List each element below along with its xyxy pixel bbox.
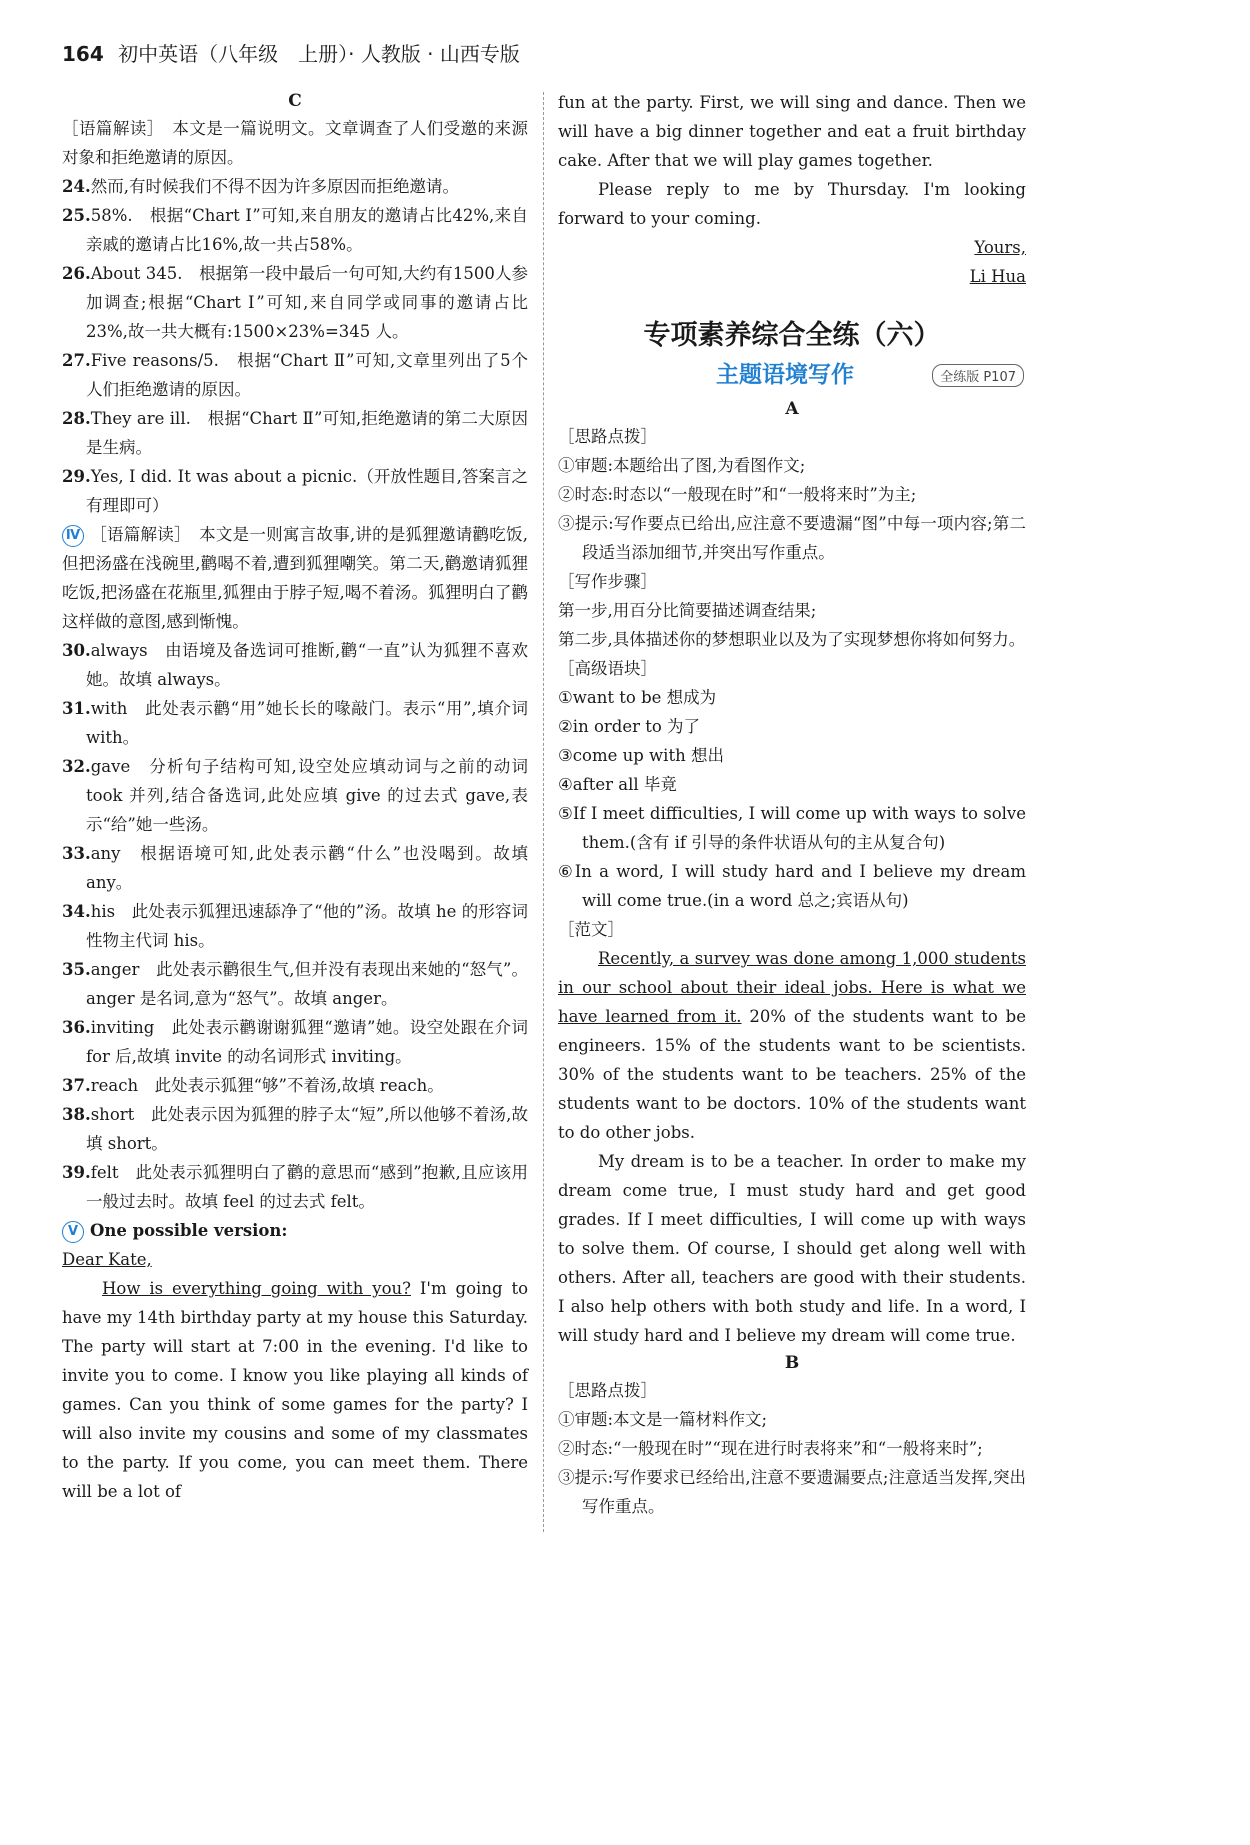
step-line: 第一步,用百分比简要描述调查结果; xyxy=(558,601,817,620)
item-text: gave 分析句子结构可知,设空处应填动词与之前的动词 took 并列,结合备选词,此处应填 give 的过去式 gave,表示“给”她一些汤。 xyxy=(86,757,528,834)
right-column xyxy=(558,88,1026,1521)
answer-item xyxy=(62,1158,528,1216)
answer-item xyxy=(62,694,528,752)
part-a-heading: A xyxy=(785,399,799,419)
item-text: They are ill. 根据“Chart Ⅱ”可知,拒绝邀请的第二大原因是生病。 xyxy=(86,409,528,457)
item-number: 30. xyxy=(62,641,91,660)
tip-line: ③提示:写作要点已给出,应注意不要遗漏“图”中每一项内容;第二段适当添加细节,并突出写作重点。 xyxy=(558,514,1026,562)
answer-item xyxy=(62,1100,528,1158)
section-iv-intro: ［语篇解读］ 本文是一则寓言故事,讲的是狐狸邀请鹳吃饭,但把汤盛在浅碗里,鹳喝不着,遭到狐狸嘲笑。第二天,鹳邀请狐狸吃饭,把汤盛在花瓶里,狐狸由于脖子短,喝不着汤。狐狸明白了鹳这样做的意图,感到惭愧。 xyxy=(62,525,528,631)
step-line: 第二步,具体描述你的梦想职业以及为了实现梦想你将如何努力。 xyxy=(558,630,1026,649)
column-divider xyxy=(543,92,544,1532)
answer-item xyxy=(62,752,528,839)
tip-line: ①审题:本题给出了图,为看图作文; xyxy=(558,456,806,475)
answer-item xyxy=(62,897,528,955)
answer-item xyxy=(62,201,528,259)
tip-line: ②时态:“一般现在时”“现在进行时表将来”和“一般将来时”; xyxy=(558,1439,983,1458)
model-essay-p1: 20% of the students want to be engineers. 15% of the students want to be scientists. 30% of the students want to be teachers. 25% of the students want to be doctors. 10% of the students want to do other jobs. xyxy=(558,1007,1026,1142)
phrase-line: ⑤If I meet difficulties, I will come up with ways to solve them.(含有 if 引导的条件状语从句的主从复合句) xyxy=(558,804,1026,852)
answer-item xyxy=(62,1013,528,1071)
section-title: 专项素养综合全练（六） xyxy=(643,320,941,351)
answer-item xyxy=(62,462,528,520)
answer-item xyxy=(62,259,528,346)
item-text: anger 此处表示鹳很生气,但并没有表现出来她的“怒气”。anger 是名词,意为“怒气”。故填 anger。 xyxy=(86,960,528,1008)
part-b-heading: B xyxy=(784,1353,800,1373)
roman-badge-v: Ⅴ xyxy=(62,1221,84,1243)
item-text: felt 此处表示狐狸明白了鹳的意思而“感到”抱歉,且应该用一般过去时。故填 feel 的过去式 felt。 xyxy=(86,1163,528,1211)
part-b-tips xyxy=(558,1405,1026,1521)
item-text: 58%. 根据“Chart Ⅰ”可知,来自朋友的邀请占比42%,来自亲戚的邀请占比16%,故一共占58%。 xyxy=(86,206,528,254)
item-text: 然而,有时候我们不得不因为许多原因而拒绝邀请。 xyxy=(90,177,459,196)
item-text: any 根据语境可知,此处表示鹳“什么”也没喝到。故填 any。 xyxy=(86,844,528,892)
part-a-model-heading: ［范文］ xyxy=(558,920,624,939)
item-number: 26. xyxy=(62,264,91,283)
item-text: Yes, I did. It was about a picnic.（开放性题目,答案言之有理即可） xyxy=(86,467,528,515)
item-number: 34. xyxy=(62,902,91,921)
item-text: with 此处表示鹳“用”她长长的喙敲门。表示“用”,填介词 with。 xyxy=(86,699,528,747)
roman-badge-iv: Ⅳ xyxy=(62,525,84,547)
signature: Li Hua xyxy=(969,267,1026,286)
model-essay-p2: My dream is to be a teacher. In order to make my dream come true, I must study hard and get good grades. If I meet difficulties, I will come up with ways to solve them. Of course, I should get along well with others. After all, teachers are good with their students. I also help others with both study and life. In a word, I will study hard and I believe my dream will come true. xyxy=(558,1152,1026,1345)
item-number: 27. xyxy=(62,351,91,370)
answer-item xyxy=(62,346,528,404)
sign-off: Yours, xyxy=(974,238,1026,257)
part-a-phrases-heading: ［高级语块］ xyxy=(558,659,657,678)
letter-body: I'm going to have my 14th birthday party at my house this Saturday. The party will start at 7:00 in the evening. I'd like to invite you to come. I know you like playing all kinds of games. Can you think of some games for the party? I will also invite my cousins and some of my classmates to the party. If you come, you can meet them. There will be a lot of xyxy=(62,1279,529,1501)
phrase-line: ②in order to 为了 xyxy=(558,717,701,736)
item-number: 37. xyxy=(62,1076,91,1095)
item-text: inviting 此处表示鹳谢谢狐狸“邀请”她。设空处跟在介词 for 后,故填 invite 的动名词形式 inviting。 xyxy=(86,1018,528,1066)
page-number: 164 xyxy=(62,42,104,66)
phrase-line: ③come up with 想出 xyxy=(558,746,724,765)
section-c-heading: C xyxy=(288,91,302,111)
part-a-steps-heading: ［写作步骤］ xyxy=(558,572,657,591)
model-essay-intro: Recently, a survey was done among 1,000 students in our school about their ideal jobs. Here is what we have learned from it. xyxy=(558,949,1026,1026)
item-number: 31. xyxy=(62,699,91,718)
tip-line: ③提示:写作要求已经给出,注意不要遗漏要点;注意适当发挥,突出写作重点。 xyxy=(558,1468,1026,1516)
letter-opening: How is everything going with you? xyxy=(102,1279,411,1298)
section-subtitle: 主题语境写作 xyxy=(716,362,854,388)
item-number: 38. xyxy=(62,1105,91,1124)
part-a-phrases xyxy=(558,683,1026,915)
answer-item xyxy=(62,955,528,1013)
item-text: reach 此处表示狐狸“够”不着汤,故填 reach。 xyxy=(90,1076,444,1095)
phrase-line: ④after all 毕竟 xyxy=(558,775,677,794)
part-a-steps xyxy=(558,596,1026,654)
item-number: 39. xyxy=(62,1163,91,1182)
phrase-line: ①want to be 想成为 xyxy=(558,688,717,707)
item-number: 35. xyxy=(62,960,91,979)
letter-closing: Please reply to me by Thursday. I'm looking forward to your coming. xyxy=(558,180,1026,228)
item-text: short 此处表示因为狐狸的脖子太“短”,所以他够不着汤,故填 short。 xyxy=(86,1105,528,1153)
answer-item xyxy=(62,404,528,462)
item-number: 29. xyxy=(62,467,91,486)
part-a-tips-heading: ［思路点拨］ xyxy=(558,427,657,446)
answer-list-iv xyxy=(62,636,528,1216)
reference-tag: 全练版 P107 xyxy=(932,364,1024,387)
item-number: 32. xyxy=(62,757,91,776)
letter-greeting: Dear Kate, xyxy=(62,1250,152,1269)
item-number: 36. xyxy=(62,1018,91,1037)
answer-item xyxy=(62,839,528,897)
page-header xyxy=(62,38,520,67)
answer-item xyxy=(62,172,528,201)
left-column xyxy=(62,88,528,1506)
item-number: 33. xyxy=(62,844,91,863)
item-text: About 345. 根据第一段中最后一句可知,大约有1500人参加调查;根据“Chart Ⅰ”可知,来自同学或同事的邀请占比23%,故一共大概有:1500×23%=345 人。 xyxy=(86,264,528,341)
phrase-line: ⑥In a word, I will study hard and I believe my dream will come true.(in a word 总之;宾语从句) xyxy=(558,862,1026,910)
letter-continued: fun at the party. First, we will sing and dance. Then we will have a big dinner together and eat a fruit birthday cake. After that we will play games together. xyxy=(558,93,1026,170)
answer-item xyxy=(62,636,528,694)
item-text: Five reasons/5. 根据“Chart Ⅱ”可知,文章里列出了5个人们拒绝邀请的原因。 xyxy=(86,351,528,399)
item-text: his 此处表示狐狸迅速舔净了“他的”汤。故填 he 的形容词性物主代词 his。 xyxy=(86,902,528,950)
answer-item xyxy=(62,1071,528,1100)
item-number: 25. xyxy=(62,206,91,225)
item-number: 24. xyxy=(62,177,91,196)
part-b-tips-heading: ［思路点拨］ xyxy=(558,1381,657,1400)
answer-list-c xyxy=(62,172,528,520)
section-c-intro: ［语篇解读］ 本文是一篇说明文。文章调查了人们受邀的来源对象和拒绝邀请的原因。 xyxy=(62,119,528,167)
section-v-heading: One possible version: xyxy=(90,1221,288,1240)
tip-line: ②时态:时态以“一般现在时”和“一般将来时”为主; xyxy=(558,485,917,504)
tip-line: ①审题:本文是一篇材料作文; xyxy=(558,1410,768,1429)
item-text: always 由语境及备选词可推断,鹳“一直”认为狐狸不喜欢她。故填 always。 xyxy=(86,641,528,689)
part-a-tips xyxy=(558,451,1026,567)
item-number: 28. xyxy=(62,409,91,428)
book-title: 初中英语（八年级 上册）· 人教版 · 山西专版 xyxy=(118,42,520,66)
